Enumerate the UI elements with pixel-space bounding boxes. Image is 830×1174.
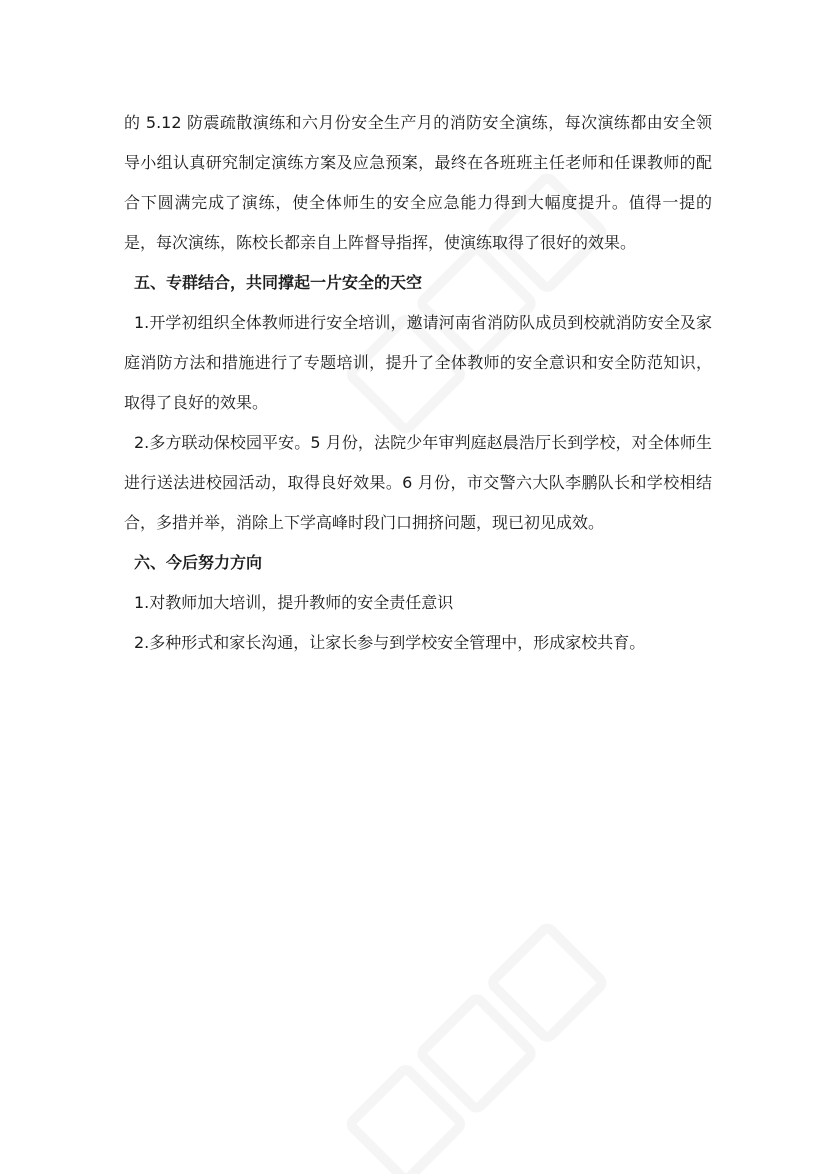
paragraph-future-item-2: 2.多种形式和家长沟通，让家长参与到学校安全管理中，形成家校共育。 (134, 633, 646, 652)
paragraph-teacher-training: 1.开学初组织全体教师进行安全培训，邀请河南省消防队成员到校就消防安全及家庭消防方法和措施进行了专题培训，提升了全体教师的安全意识和安全防范知识，取得了良好的效果。 (124, 313, 712, 412)
document-body (124, 103, 712, 663)
paragraph-drill-summary: 的 5.12 防震疏散演练和六月份安全生产月的消防安全演练，每次演练都由安全领导小组认真研究制定演练方案及应急预案，最终在各班班主任老师和任课教师的配合下圆满完成了演练，使全体师生的安全应急能力得到大幅度提升。值得一提的是，每次演练，陈校长都亲自上阵督导指挥，使演练取得了很好的效果。 (124, 113, 712, 252)
section-heading-six: 六、今后努力方向 (134, 553, 263, 572)
paragraph-campus-safety-cooperation: 2.多方联动保校园平安。5 月份，法院少年审判庭赵晨浩厅长到学校，对全体师生进行送法进校园活动，取得良好效果。6 月份，市交警六大队李鹏队长和学校相结合，多措并举，消除上下学高峰时段门口拥挤问题，现已初见成效。 (124, 433, 712, 532)
paragraph-future-item-1: 1.对教师加大培训，提升教师的安全责任意识 (134, 593, 454, 612)
section-heading-five: 五、专群结合，共同撑起一片安全的天空 (134, 273, 423, 292)
